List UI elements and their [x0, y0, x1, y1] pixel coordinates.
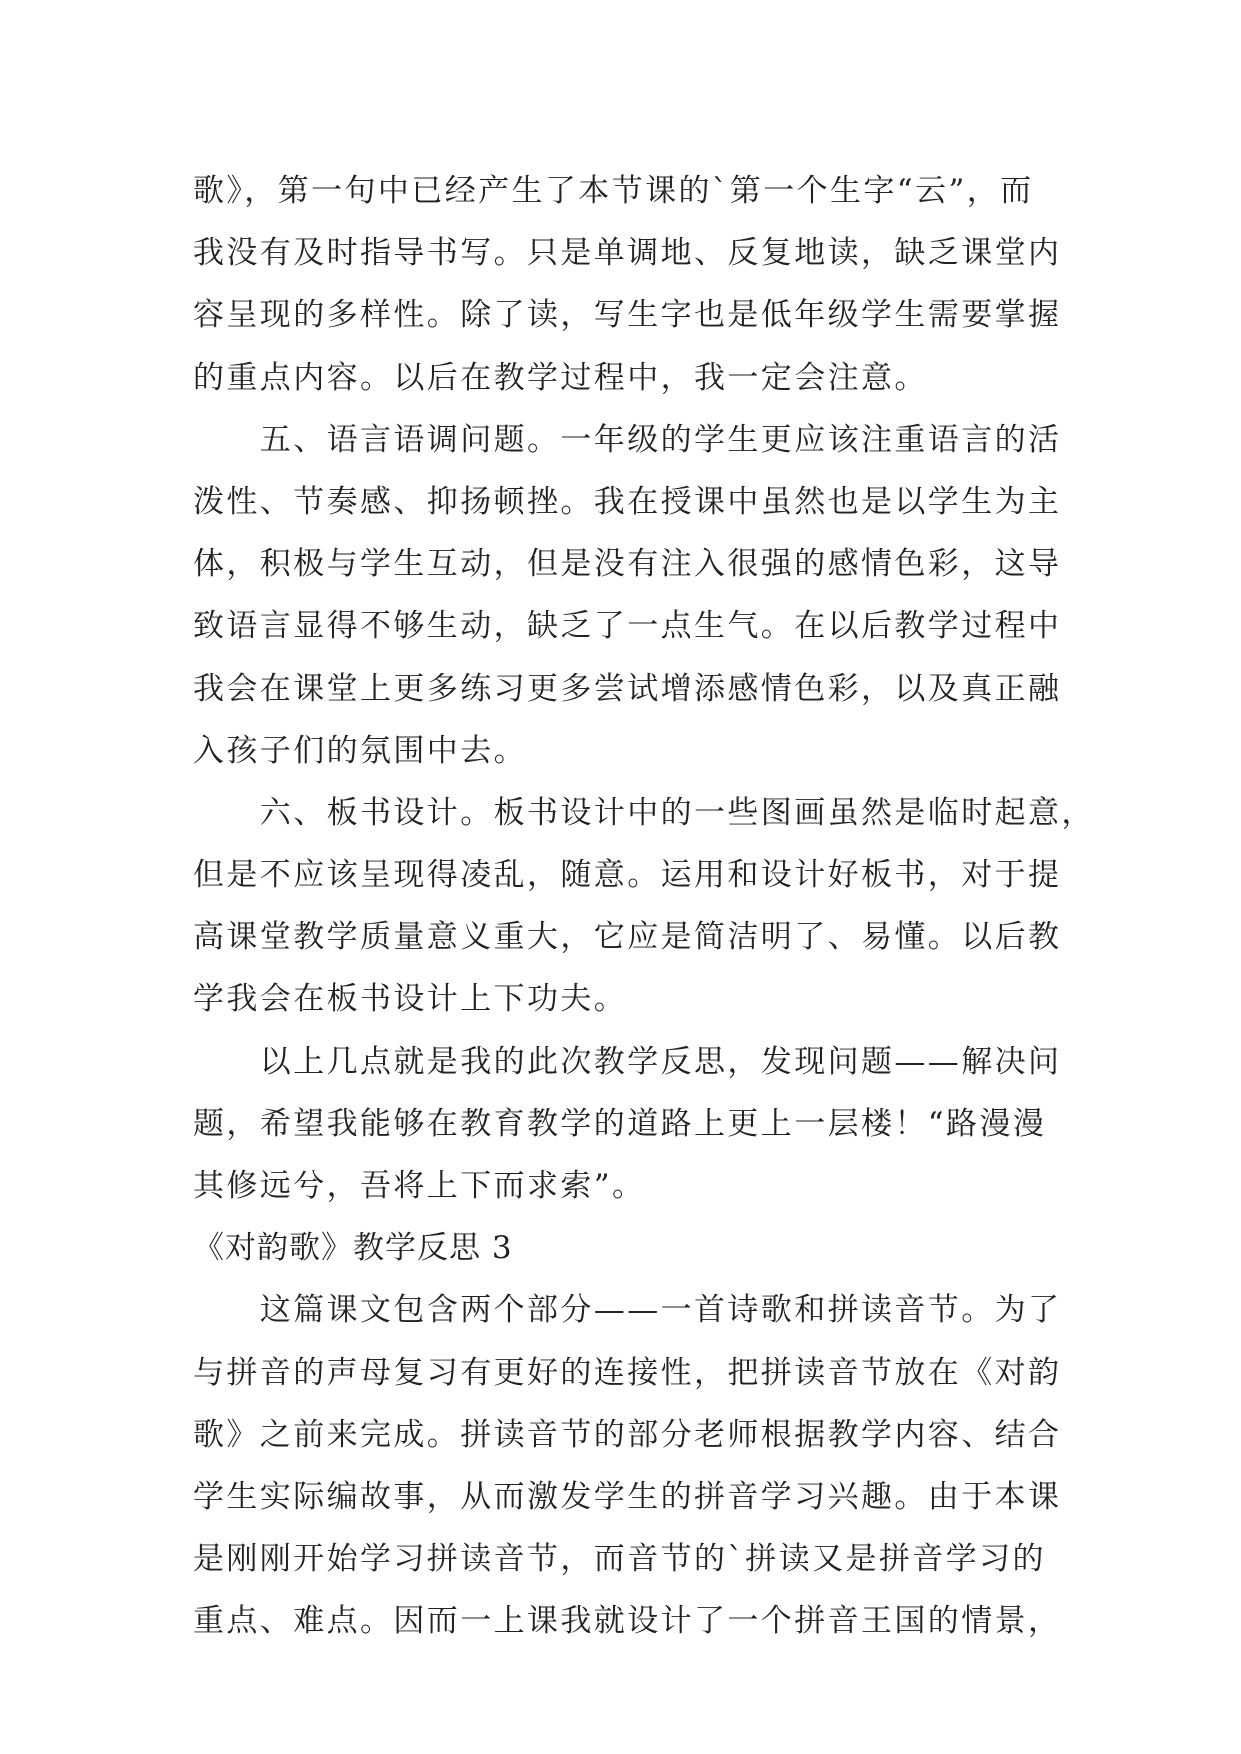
- text-line: 其修远兮，吾将上下而求索”。: [193, 1168, 646, 1204]
- text-line: 重点、难点。因而一上课我就设计了一个拼音王国的情景，: [193, 1603, 1062, 1640]
- text-line: 我没有及时指导书写。只是单调地、反复地读，缺乏课堂内: [193, 235, 1062, 272]
- text-line: 但是不应该呈现得凌乱，随意。运用和设计好板书，对于提: [193, 857, 1062, 894]
- paragraph-continuation: [193, 160, 1062, 409]
- text-line: 学生实际编故事，从而激发学生的拼音学习兴趣。由于本课: [193, 1478, 1062, 1515]
- text-line: 学我会在板书设计上下功夫。: [193, 981, 628, 1018]
- section-heading: 《对韵歌》教学反思 3: [193, 1230, 513, 1267]
- text-line: 我会在课堂上更多练习更多尝试增添感情色彩，以及真正融: [193, 670, 1062, 707]
- text-line: 题，希望我能够在教育教学的道路上更上一层楼！“路漫漫: [193, 1105, 1047, 1142]
- text-line: 致语言显得不够生动，缺乏了一点生气。在以后教学过程中: [193, 608, 1062, 645]
- text-line: 与拼音的声母复习有更好的连接性，把拼读音节放在《对韵: [193, 1354, 1062, 1391]
- text-line: 这篇课文包含两个部分——一首诗歌和拼读音节。为了: [193, 1292, 1062, 1329]
- paragraph-language-tone: [193, 409, 1062, 782]
- paragraph-conclusion: [193, 1031, 1062, 1218]
- text-line: 的重点内容。以后在教学过程中，我一定会注意。: [193, 359, 928, 396]
- text-line: 体，积极与学生互动，但是没有注入很强的感情色彩，这导: [193, 546, 1062, 583]
- text-line: 歌》之前来完成。拼读音节的部分老师根据教学内容、结合: [193, 1416, 1062, 1453]
- paragraph-lesson-intro: [193, 1279, 1062, 1652]
- text-line: 泼性、节奏感、抑扬顿挫。我在授课中虽然也是以学生为主: [193, 483, 1062, 520]
- text-line: 容呈现的多样性。除了读，写生字也是低年级学生需要掌握: [193, 297, 1062, 334]
- text-line: 以上几点就是我的此次教学反思，发现问题——解决问: [193, 1043, 1062, 1080]
- text-line: 歌》，第一句中已经产生了本节课的`第一个生字“云”，而: [193, 173, 1034, 209]
- text-line: 高课堂教学质量意义重大，它应是简洁明了、易懂。以后教: [193, 919, 1062, 956]
- document-body: [193, 160, 1095, 1653]
- text-line: 入孩子们的氛围中去。: [193, 732, 527, 769]
- text-line: 六、板书设计。板书设计中的一些图画虽然是临时起意，: [193, 794, 1095, 831]
- text-line: 五、语言语调问题。一年级的学生更应该注重语言的活: [193, 421, 1062, 458]
- paragraph-blackboard-design: [193, 782, 1095, 1031]
- text-line: 是刚刚开始学习拼读音节，而音节的`拼读又是拼音学习的: [193, 1541, 1046, 1578]
